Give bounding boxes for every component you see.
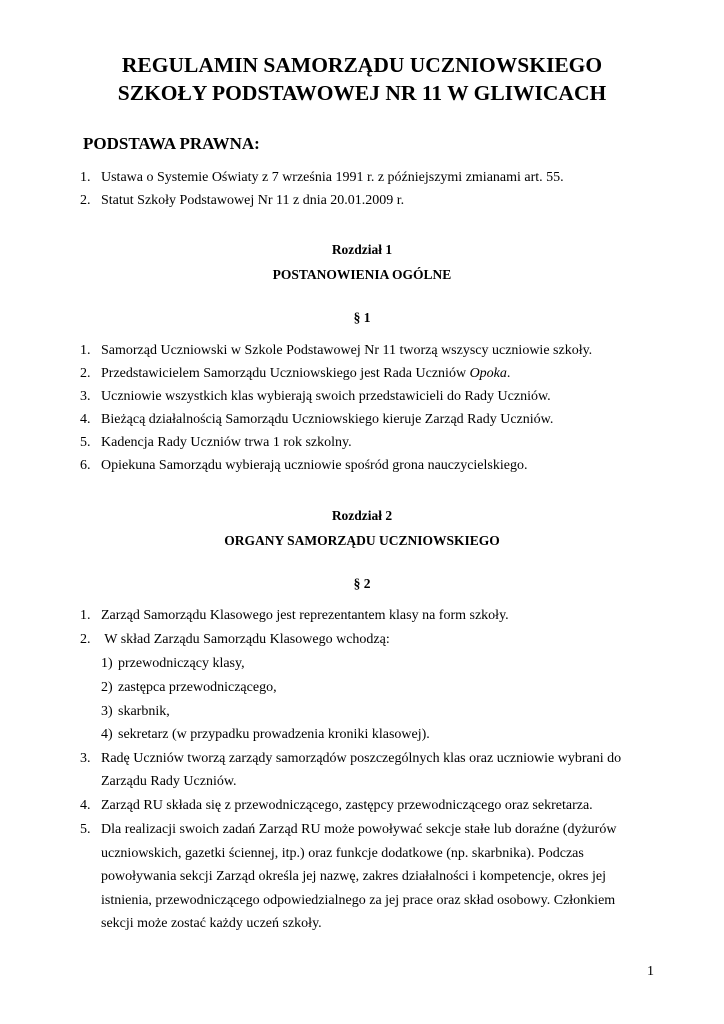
chapter-2-label: Rozdział 2: [331, 508, 393, 523]
sub-list-item: 4) sekretarz (w przypadku prowadzenia kroniki klasowej).: [101, 727, 430, 742]
paragraph-1-sign: § 1: [353, 310, 371, 325]
paragraph-2-sign: § 2: [353, 576, 371, 591]
list-item-continuation: powoływania sekcji Zarząd określa jej nazwę, zakres działalności i kompetencje, okres jej: [101, 869, 606, 884]
list-item: 1. Zarząd Samorządu Klasowego jest reprezentantem klasy na form szkoły.: [80, 608, 509, 623]
list-item: 4. Bieżącą działalnością Samorządu Uczniowskiego kieruje Zarząd Rady Uczniów.: [80, 412, 554, 427]
legal-basis-heading: PODSTAWA PRAWNA:: [83, 134, 260, 153]
chapter-2-title: ORGANY SAMORZĄDU UCZNIOWSKIEGO: [224, 533, 500, 548]
list-item: 2. W skład Zarządu Samorządu Klasowego wchodzą:: [80, 632, 390, 647]
sub-list-item: 3) skarbnik,: [101, 704, 170, 719]
list-item: 5. Dla realizacji swoich zadań Zarząd RU może powoływać sekcje stałe lub doraźne (dyżurów: [80, 822, 617, 837]
list-item: 1. Ustawa o Systemie Oświaty z 7 września 1991 r. z późniejszymi zmianami art. 55.: [80, 170, 564, 185]
list-item-continuation: sekcji może zostać każdy uczeń szkoły.: [101, 916, 322, 931]
chapter-1-label: Rozdział 1: [331, 242, 393, 257]
list-item: 2. Przedstawicielem Samorządu Uczniowskiego jest Rada Uczniów Opoka.: [80, 366, 511, 381]
title-line-2: SZKOŁY PODSTAWOWEJ NR 11 W GLIWICACH: [117, 81, 607, 105]
sub-list-item: 1) przewodniczący klasy,: [101, 656, 245, 671]
list-item-continuation: uczniowskich, gazetki ściennej, itp.) oraz funkcje dodatkowe (np. skarbnika). Podczas: [101, 846, 584, 861]
list-item: 6. Opiekuna Samorządu wybierają uczniowie spośród grona nauczycielskiego.: [80, 458, 528, 473]
list-item: 2. Statut Szkoły Podstawowej Nr 11 z dnia 20.01.2009 r.: [80, 193, 405, 208]
list-item-continuation: Zarządu Rady Uczniów.: [101, 774, 237, 789]
list-item: 1. Samorząd Uczniowski w Szkole Podstawowej Nr 11 tworzą wszyscy uczniowie szkoły.: [80, 343, 593, 358]
sub-list-item: 2) zastępca przewodniczącego,: [101, 680, 277, 695]
list-item: 5. Kadencja Rady Uczniów trwa 1 rok szkolny.: [80, 435, 352, 450]
council-name-italic: Opoka: [469, 366, 507, 381]
list-item: 3. Uczniowie wszystkich klas wybierają swoich przedstawicieli do Rady Uczniów.: [80, 389, 551, 404]
chapter-1-title: POSTANOWIENIA OGÓLNE: [272, 267, 452, 282]
list-item: 4. Zarząd RU składa się z przewodniczącego, zastępcy przewodniczącego oraz sekretarza.: [80, 798, 593, 813]
list-item: 3. Radę Uczniów tworzą zarządy samorządów poszczególnych klas oraz uczniowie wybrani do: [80, 751, 622, 766]
title-line-1: REGULAMIN SAMORZĄDU UCZNIOWSKIEGO: [121, 53, 603, 77]
page-number: 1: [647, 964, 654, 979]
document-title: [0, 51, 724, 107]
list-item-continuation: istnienia, przewodniczącego odpowiedzialnego za jej prace oraz skład osobowy. Członkiem: [101, 893, 616, 908]
